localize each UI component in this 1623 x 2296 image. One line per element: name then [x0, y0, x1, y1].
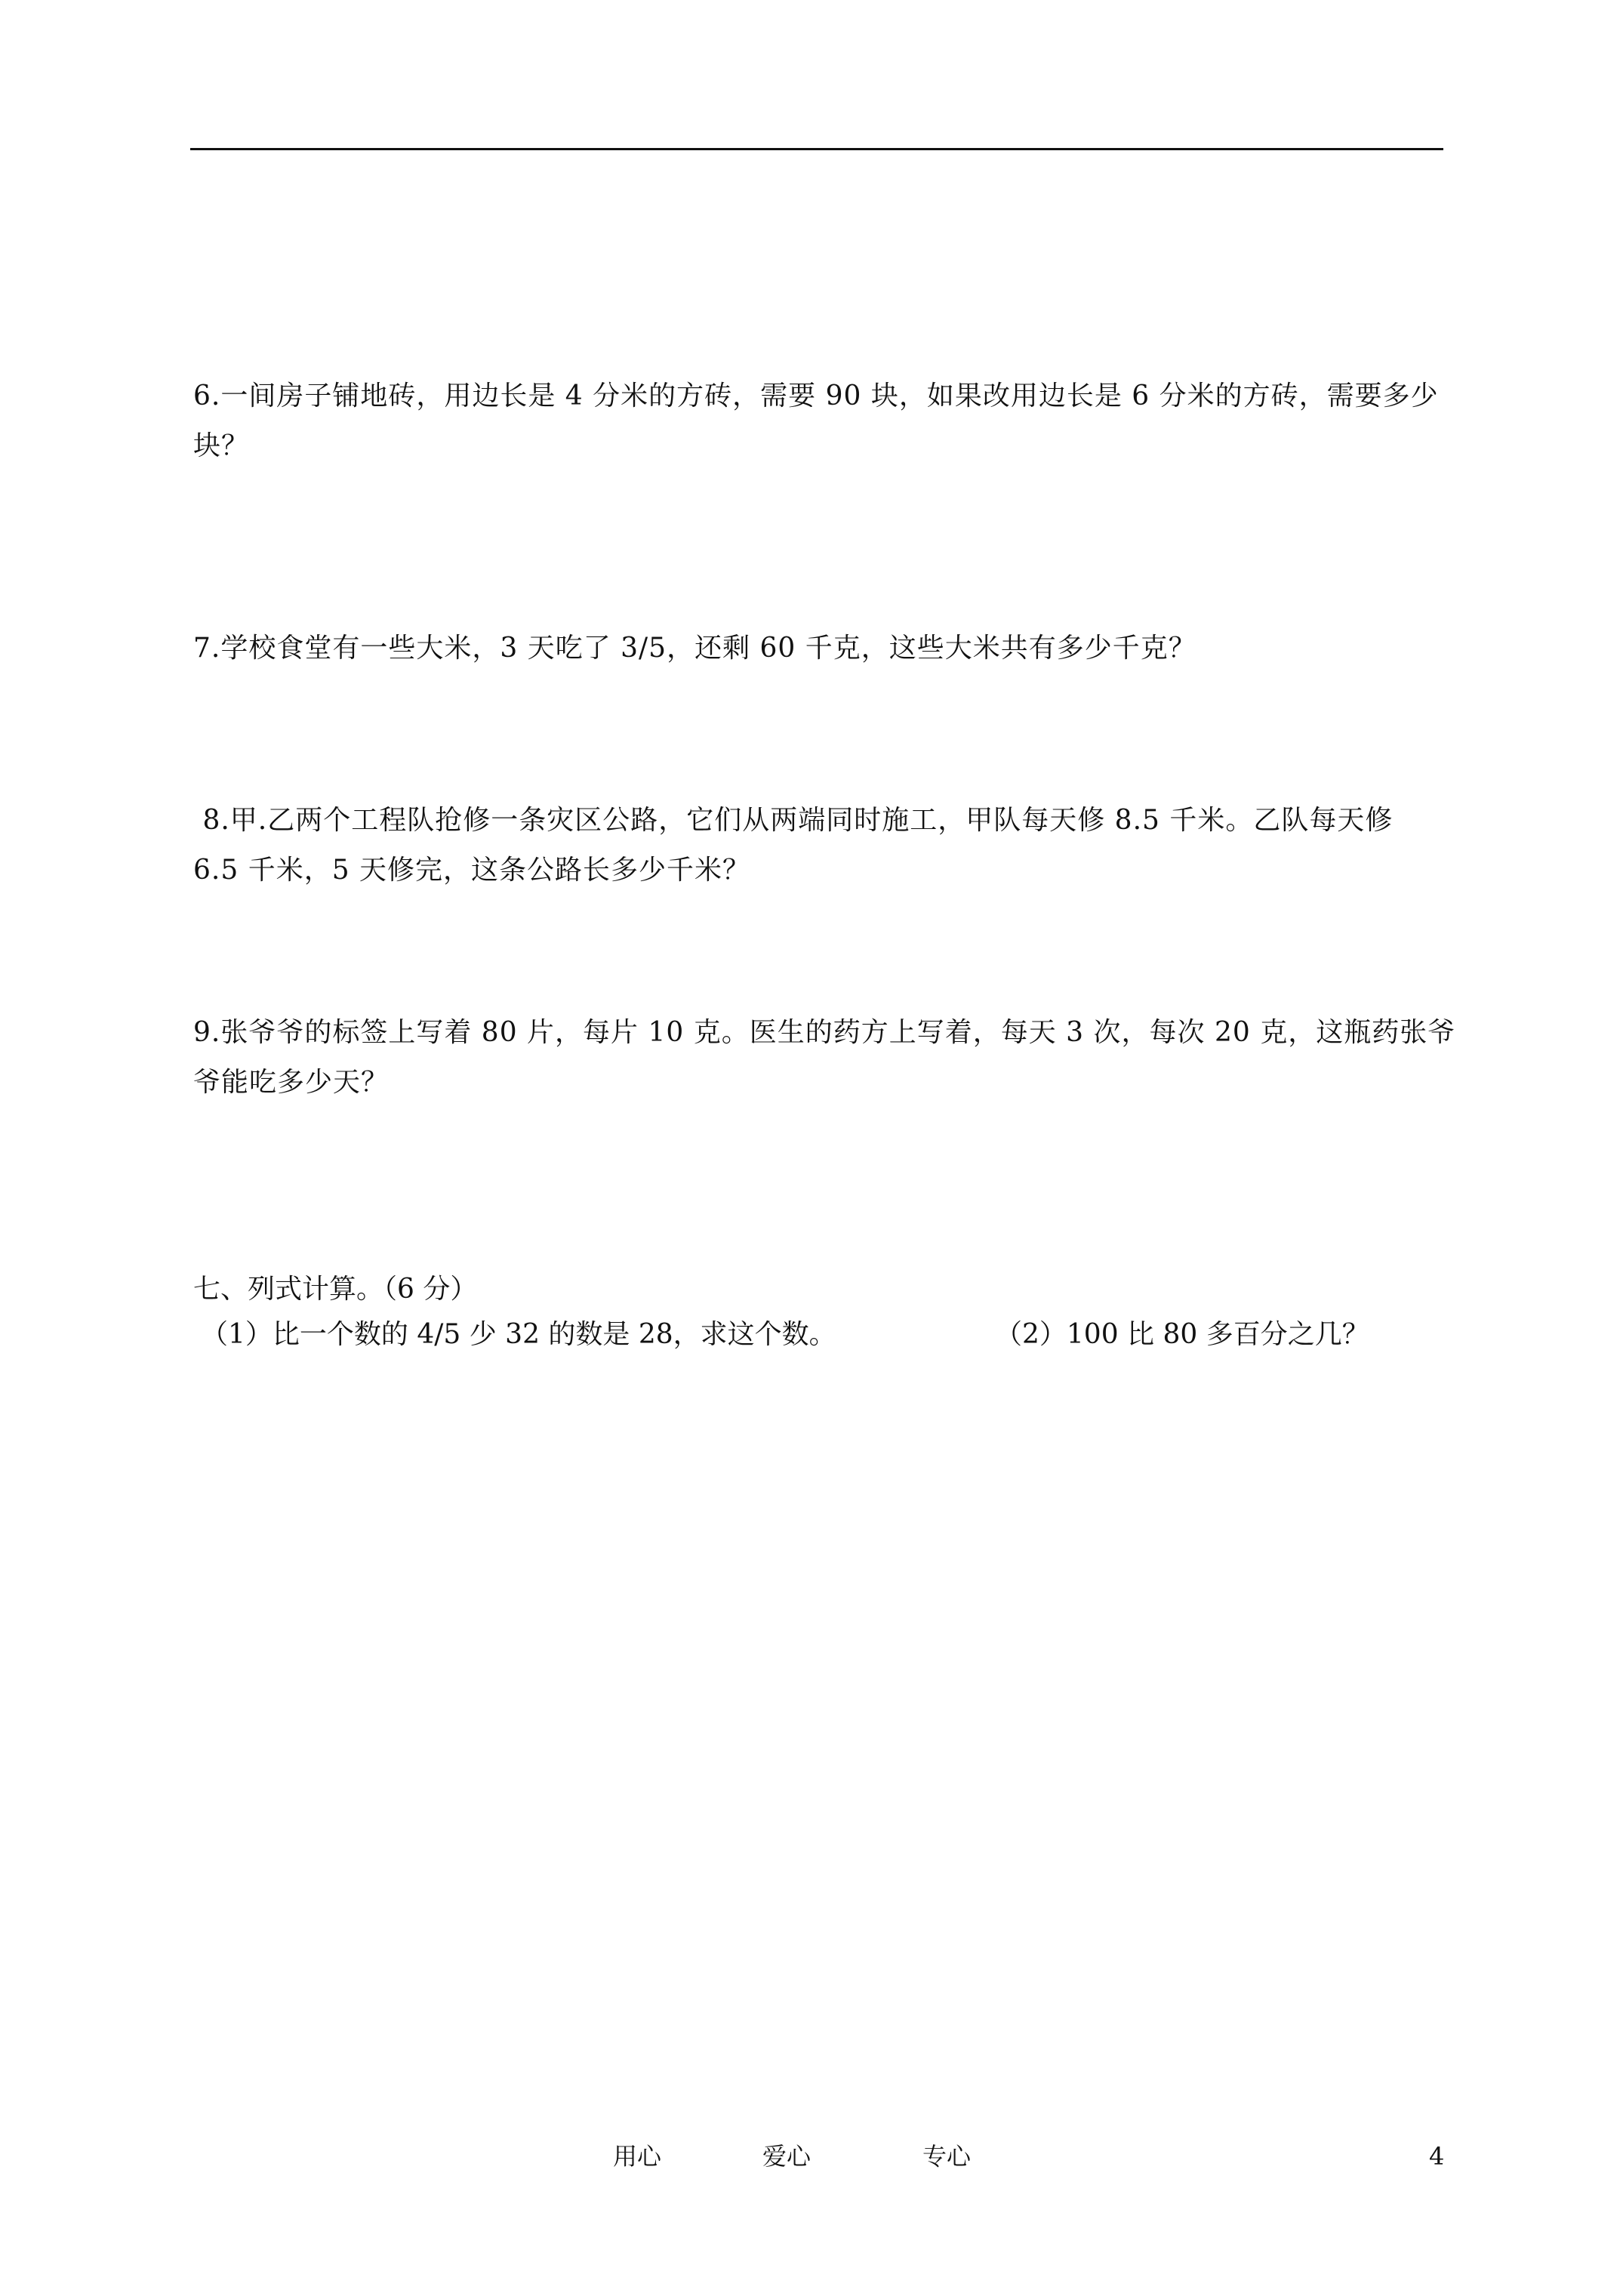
footer-motto-2: 爱心: [762, 2142, 812, 2171]
question-9-line-1: 9.张爷爷的标签上写着 80 片，每片 10 克。医生的药方上写着，每天 3 次，每次 20 克，这瓶药张爷: [193, 1017, 1456, 1048]
question-7: [193, 624, 1446, 673]
question-6-line-1: 6.一间房子铺地砖，用边长是 4 分米的方砖，需要 90 块，如果改用边长是 6 分米的方砖，需要多少: [193, 381, 1439, 411]
section-7-heading: 七、列式计算。（6 分）: [193, 1274, 478, 1305]
footer-motto-3: 专心: [922, 2142, 972, 2171]
question-8-line-2: 6.5 千米，5 天修完，这条公路长多少千米？: [193, 855, 751, 886]
footer-motto-1: 用心: [613, 2142, 662, 2171]
section-7-item-2: （2）100 比 80 多百分之几？: [995, 1319, 1369, 1350]
question-6-line-2: 块？: [193, 430, 250, 461]
question-6: [193, 371, 1446, 471]
question-9-line-2: 爷能吃多少天？: [193, 1067, 390, 1098]
question-8-line-1: 8.甲.乙两个工程队抢修一条灾区公路，它们从两端同时施工，甲队每天修 8.5 千米。乙队每天修: [193, 805, 1394, 836]
header-rule: [190, 148, 1443, 150]
question-8: [193, 796, 1446, 895]
section-7-item-1: （1）比一个数的 4/5 少 32 的数是 28，求这个数。: [201, 1319, 836, 1350]
page-number: 4: [1429, 2142, 1445, 2171]
question-9: [193, 1008, 1456, 1108]
question-7-line-1: 7.学校食堂有一些大米，3 天吃了 3/5，还剩 60 千克，这些大米共有多少千克？: [193, 633, 1196, 664]
